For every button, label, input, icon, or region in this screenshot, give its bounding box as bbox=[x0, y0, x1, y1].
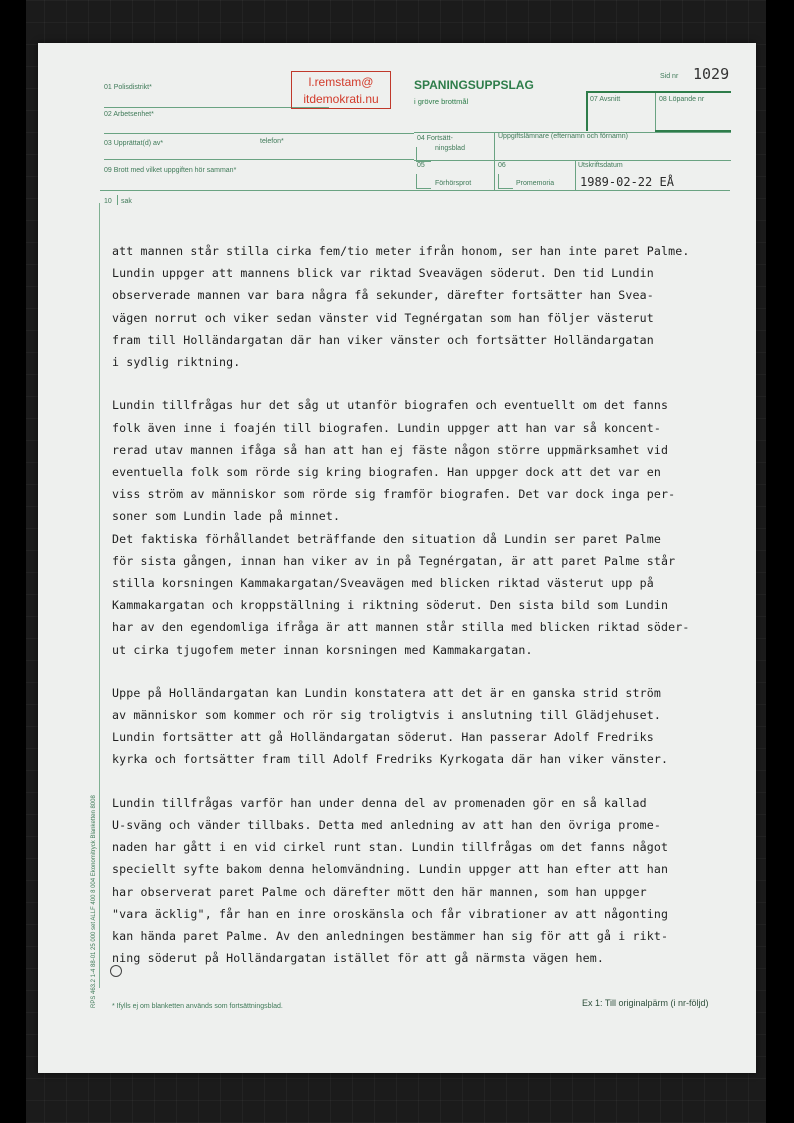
field-05-label: 05 bbox=[417, 162, 425, 169]
body-line: Kammakargatan och kroppställning i riktning söderut. Den sista bild som Lundin bbox=[112, 598, 669, 613]
body-line: eventuella folk som rörde sig kring biografen. Han uppger dock att det var en bbox=[112, 464, 662, 479]
rule bbox=[575, 160, 576, 190]
rule bbox=[586, 91, 588, 131]
body-line: folk även inne i foajén till biografen. Lundin uppger att han var så koncent- bbox=[112, 420, 662, 435]
body-line: U-sväng och vänder tillbaks. Detta med anledning av att han den övriga prome- bbox=[112, 817, 662, 832]
field-fortsattningsblad-label-2: ningsblad bbox=[435, 145, 465, 152]
rule bbox=[586, 91, 731, 93]
rule bbox=[414, 160, 731, 161]
body-line: rerad utav mannen ifåga så han att han ej fäste någon större uppmärksamhet vid bbox=[112, 442, 669, 457]
body-line: Det faktiska förhållandet beträffande den situation då Lundin ser paret Palme bbox=[112, 531, 662, 546]
rule bbox=[655, 93, 656, 131]
body-line: Lundin tillfrågas varför han under denna del av promenaden gör en så kallad bbox=[112, 795, 647, 810]
field-arbetsenhet-label: 02 Arbetsenhet* bbox=[104, 111, 154, 118]
form-print-code: RPS 463.2 1-4 88-01 25 000 set ALLF 400 8 004 Ekonomitryck Blanketten 8008 bbox=[91, 795, 97, 1008]
body-line: har observerat paret Palme och därefter mött den här mannen, som han uppger bbox=[112, 884, 647, 899]
form-subtitle: i grövre brottmål bbox=[414, 97, 469, 106]
rule bbox=[117, 195, 118, 205]
email-stamp bbox=[291, 71, 391, 109]
stamp-line-2: itdemokrati.nu bbox=[303, 92, 379, 106]
field-lopande-label: 08 Löpande nr bbox=[659, 96, 705, 103]
rule bbox=[100, 190, 730, 191]
field-promemoria-label: Promemoria bbox=[516, 180, 555, 187]
rule bbox=[104, 159, 414, 160]
body-line: av människor som kommer och rör sig troligtvis i anslutning till Glädjehuset. bbox=[112, 708, 662, 722]
forhorsprot-checkbox[interactable] bbox=[416, 174, 431, 189]
footnote: * Ifylls ej om blanketten används som fortsättningsblad. bbox=[112, 1003, 283, 1010]
field-forhorsprot-label: Förhörsprot bbox=[435, 180, 472, 187]
field-utskriftsdatum-label: Utskriftsdatum bbox=[578, 162, 623, 169]
stamp-line-1: l.remstam@ bbox=[308, 75, 374, 89]
rule bbox=[104, 133, 414, 134]
copy-routing-note: Ex 1: Till originalpärm (i nr-följd) bbox=[582, 998, 709, 1008]
body-line: ning söderut på Holländargatan istället för att gå närmsta vägen hem. bbox=[112, 951, 604, 966]
promemoria-checkbox[interactable] bbox=[498, 174, 513, 189]
sid-nr-label: Sid nr bbox=[660, 73, 679, 80]
body-line: kan hända paret Palme. Av den anledningen bestämmer han sig för att gå i rikt- bbox=[112, 928, 669, 943]
field-avsnitt-label: 07 Avsnitt bbox=[590, 96, 621, 103]
document-page bbox=[38, 43, 756, 1073]
body-line: Lundin tillfrågas hur det såg ut utanför biografen och eventuellt om det fanns bbox=[112, 398, 669, 413]
field-uppgiftslamnare-label: Uppgiftslämnare (efternamn och förnamn) bbox=[498, 133, 628, 140]
scan-border-left bbox=[0, 0, 26, 1123]
field-sak-label: sak bbox=[121, 198, 132, 205]
field-brott-label: 09 Brott med vilket uppgiften hör samman* bbox=[104, 167, 237, 174]
body-line: Uppe på Holländargatan kan Lundin konstatera att det är en ganska strid ström bbox=[112, 685, 662, 700]
binder-circle-mark bbox=[110, 965, 122, 977]
field-06-label: 06 bbox=[498, 162, 506, 169]
left-margin-rule bbox=[99, 203, 100, 988]
field-polisdistrikt-label: 01 Polisdistrikt* bbox=[104, 84, 152, 91]
body-line: soner som Lundin lade på minnet. bbox=[112, 509, 341, 524]
body-line: Lundin uppger att mannens blick var riktad Sveavägen söderut. Den tid Lundin bbox=[112, 266, 654, 281]
form-title: SPANINGSUPPSLAG bbox=[414, 78, 534, 92]
body-line: att mannen står stilla cirka fem/tio meter ifrån honom, ser han inte paret Palme. bbox=[112, 244, 690, 258]
body-line: observerade mannen var bara några få sekunder, därefter fortsätter han Svea- bbox=[112, 288, 654, 303]
field-fortsattningsblad-label: 04 Fortsätt- bbox=[417, 135, 453, 142]
field-10-label: 10 bbox=[104, 198, 112, 205]
body-line: "vara äcklig", får han en inre oroskänsla och får vibrationer av att någonting bbox=[112, 906, 669, 921]
body-line: stilla korsningen Kammakargatan/Sveavägen med blicken riktad västerut upp på bbox=[112, 575, 654, 590]
utskriftsdatum-value: 1989-02-22 EÅ bbox=[580, 175, 674, 189]
body-line: i sydlig riktning. bbox=[112, 355, 241, 369]
rule bbox=[494, 132, 495, 160]
rule bbox=[494, 160, 495, 190]
sid-nr-value: 1029 bbox=[693, 65, 730, 83]
body-line: har av den egendomliga ifråga är att mannen står stilla med blicken riktad söder- bbox=[112, 620, 690, 635]
body-line: speciellt syfte bakom denna helomvändning. Lundin uppger att han efter att han bbox=[112, 862, 669, 877]
scan-border-right bbox=[766, 0, 794, 1123]
body-line: för sista gången, innan han viker av in på Tegnérgatan, är att paret Palme står bbox=[112, 553, 676, 568]
body-line: ut cirka tjugofem meter innan korsningen med Kammakargatan. bbox=[112, 642, 533, 657]
body-line: naden har gått i en vid cirkel runt stan. Lundin tillfrågas om det fanns något bbox=[112, 840, 669, 855]
body-line: viss ström av människor som rörde sig framför biografen. Det var dock inga per- bbox=[112, 487, 676, 502]
body-line: Lundin fortsätter att gå Holländargatan söderut. Han passerar Adolf Fredriks bbox=[112, 730, 654, 745]
field-upprattat-label: 03 Upprättat(d) av* bbox=[104, 140, 164, 147]
body-line: vägen norrut och viker sedan vänster vid Tegnérgatan som han följer västerut bbox=[112, 310, 654, 325]
body-line: kyrka och fortsätter fram till Adolf Fredriks Kyrkogata där han viker vänster. bbox=[112, 752, 669, 767]
body-line: fram till Holländargatan där han viker vänster och fortsätter Holländargatan bbox=[112, 332, 654, 347]
field-telefon-label: telefon* bbox=[260, 138, 284, 145]
